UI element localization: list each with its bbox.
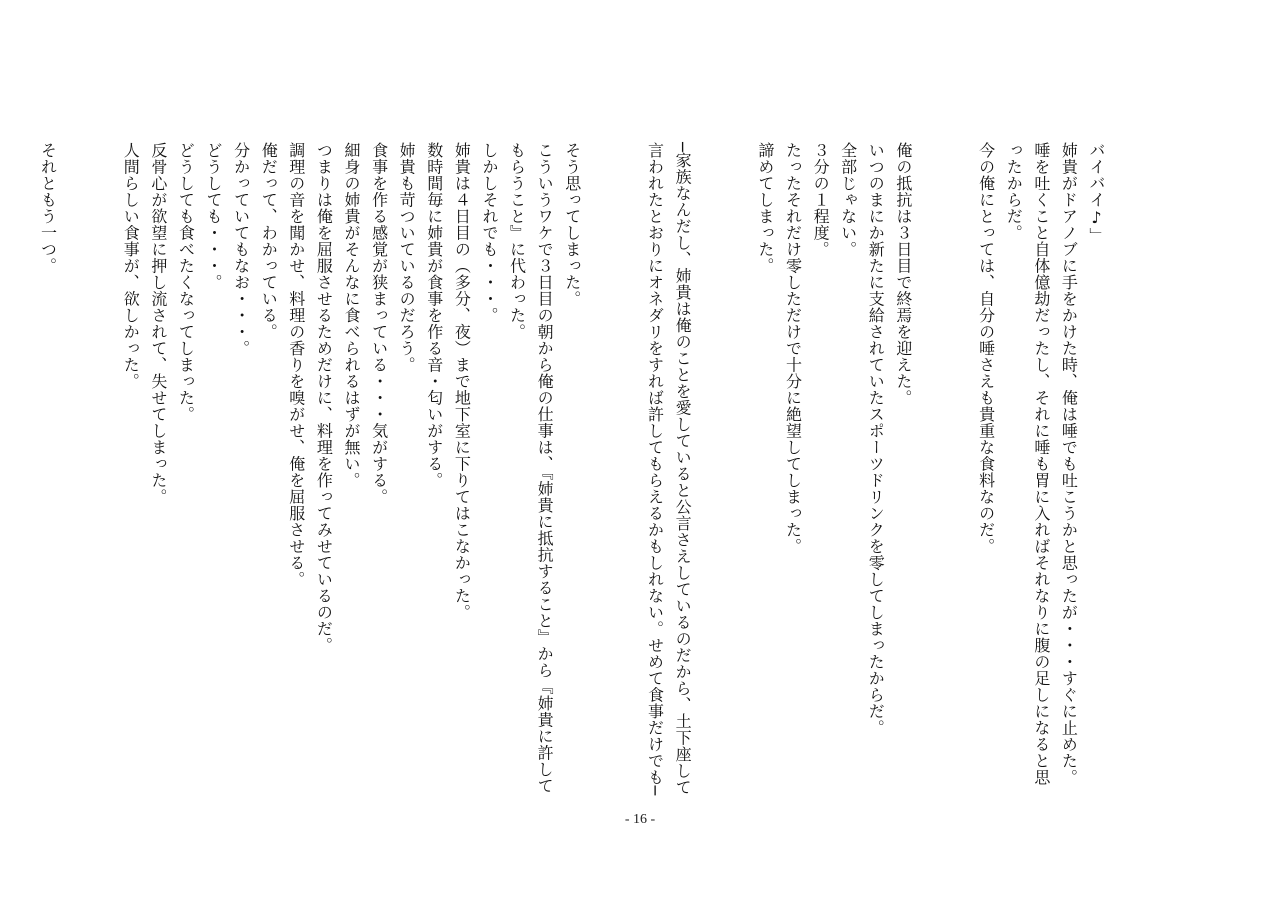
blank-line [89,142,117,792]
text-line: 姉貴は４日目の（多分、夜）まで地下室に下りてはこなかった。 [452,142,472,621]
text-line: どうしても食べたくなってしまった。 [176,142,196,423]
text-line: ─家族なんだし、姉貴は俺のことを愛していると公言さえしているのだから、土下座して [673,142,693,796]
text-line: 食事を作る感覚が狭まっている・・・気がする。 [369,142,389,505]
text-line: 言われたとおりにオネダリをすれば許してもらえるかもしれない。せめて食事だけでも─ [645,142,665,796]
text-line: もらうこと』に代わった。 [507,142,527,340]
text-line: そう思ってしまった。 [562,142,582,307]
blank-line [696,142,724,792]
text-line: つまりは俺を屈服させるためだけに、料理を作ってみせているのだ。 [314,142,334,654]
text-line: 姉貴も苛ついているのだろう。 [397,142,417,373]
text-line: しかしそれでも・・・。 [479,142,499,324]
text-line: 数時間毎に姉貴が食事を作る音・匂いがする。 [424,142,444,489]
text-line: それともう一つ。 [38,142,58,274]
text-line: 反骨心が欲望に押し流されて、失せてしまった。 [148,142,168,505]
text-line: 分かっていてもなお・・・。 [231,142,251,357]
blank-line [917,142,945,792]
text-line: ったからだ。 [1004,142,1024,241]
text-line: どうしても・・・。 [204,142,223,291]
text-line: 俺の抵抗は３日目で終焉を迎えた。 [893,142,913,406]
text-line: 姉貴がドアノブに手をかけた時、俺は唾でも吐こうかと思ったが・・・すぐに止めた。 [1059,142,1079,786]
text-line: 人間らしい食事が、欲しかった。 [121,142,141,390]
text-line: バイバイ♪」 [1087,142,1106,244]
blank-line [613,142,641,792]
blank-line [944,142,972,792]
blank-line [61,142,89,792]
vertical-text-body [38,142,1110,796]
text-line: 細身の姉貴がそんなに食べられるはずが無い。 [341,142,361,489]
page-number: - 16 - [624,812,656,827]
text-line: こういうワケで３日目の朝から俺の仕事は、『姉貴に抵抗すること』から『姉貴に許して [535,142,555,794]
text-line: 全部じゃない。 [838,142,858,258]
blank-line [724,142,752,792]
text-line: 諦めてしまった。 [755,142,775,274]
text-line: 唾を吐くこと自体億劫だったし、それに唾も胃に入ればそれなりに腹の足しになると思 [1031,142,1051,786]
text-line: ３分の１程度。 [811,142,831,258]
text-line: いつのまにか新たに支給されていたスポーツドリンクを零してしまったからだ。 [866,142,886,736]
text-line: たったそれだけ零しただけで十分に絶望してしまった。 [783,142,803,555]
text-line: 調理の音を聞かせ、料理の香りを嗅がせ、俺を屈服させる。 [286,142,306,588]
text-line: 今の俺にとっては、自分の唾さえも貴重な食料なのだ。 [976,142,996,555]
text-line: 俺だって、わかっている。 [259,142,279,340]
blank-line [586,142,614,792]
